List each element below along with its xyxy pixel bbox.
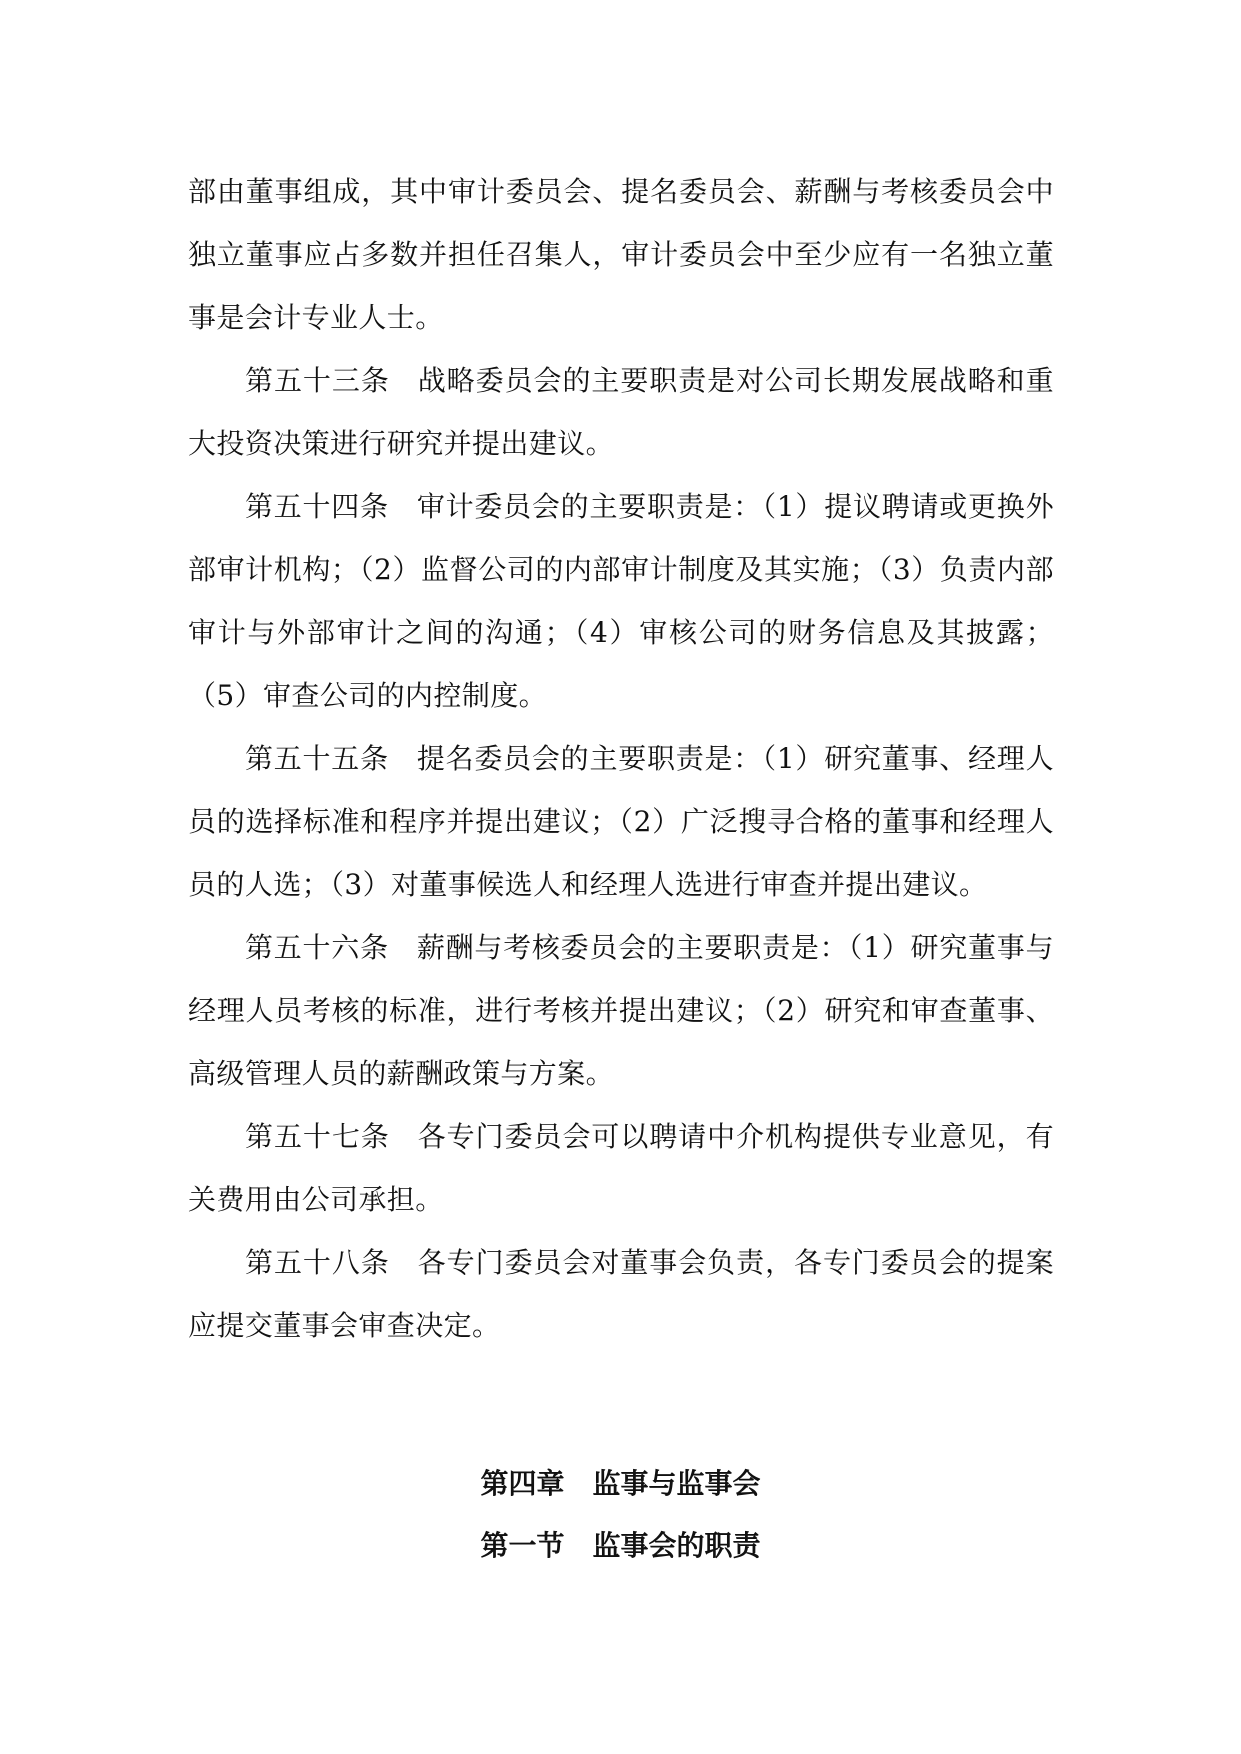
section-heading	[0, 1515, 1241, 1577]
article-53	[188, 349, 1054, 475]
article-number: 第五十四条	[245, 490, 389, 523]
headings	[0, 1453, 1241, 1577]
article-58	[188, 1231, 1054, 1357]
article-text: 各专门委员会对董事会负责，各专门委员会的提案应提交董事会审查决定。	[188, 1246, 1054, 1342]
paragraph-continuation: 部由董事组成，其中审计委员会、提名委员会、薪酬与考核委员会中独立董事应占多数并担任召集人，审计委员会中至少应有一名独立董事是会计专业人士。	[188, 175, 1054, 334]
chapter-heading	[0, 1453, 1241, 1515]
article-54	[188, 475, 1054, 727]
chapter-number: 第四章	[480, 1467, 565, 1500]
article-number: 第五十六条	[245, 931, 389, 964]
section-number: 第一节	[480, 1529, 565, 1562]
article-57	[188, 1105, 1054, 1231]
article-number: 第五十五条	[245, 742, 389, 775]
article-number: 第五十八条	[245, 1246, 390, 1279]
document-body	[188, 160, 1054, 1357]
section-title: 监事会的职责	[592, 1529, 761, 1562]
article-text: 战略委员会的主要职责是对公司长期发展战略和重大投资决策进行研究并提出建议。	[188, 364, 1054, 460]
article-55	[188, 727, 1054, 916]
article-56	[188, 916, 1054, 1105]
article-number: 第五十七条	[245, 1120, 390, 1153]
article-text: 审计委员会的主要职责是：（1）提议聘请或更换外部审计机构；（2）监督公司的内部审计制度及其实施；（3）负责内部审计与外部审计之间的沟通；（4）审核公司的财务信息及其披露；（5）审查公司的内控制度。	[188, 490, 1054, 712]
article-text: 提名委员会的主要职责是：（1）研究董事、经理人员的选择标准和程序并提出建议；（2）广泛搜寻合格的董事和经理人员的人选；（3）对董事候选人和经理人选进行审查并提出建议。	[188, 742, 1054, 901]
article-number: 第五十三条	[245, 364, 390, 397]
article-text: 各专门委员会可以聘请中介机构提供专业意见，有关费用由公司承担。	[188, 1120, 1054, 1216]
chapter-title: 监事与监事会	[592, 1467, 761, 1500]
article-text: 薪酬与考核委员会的主要职责是：（1）研究董事与经理人员考核的标准，进行考核并提出建议；（2）研究和审查董事、高级管理人员的薪酬政策与方案。	[188, 931, 1054, 1090]
